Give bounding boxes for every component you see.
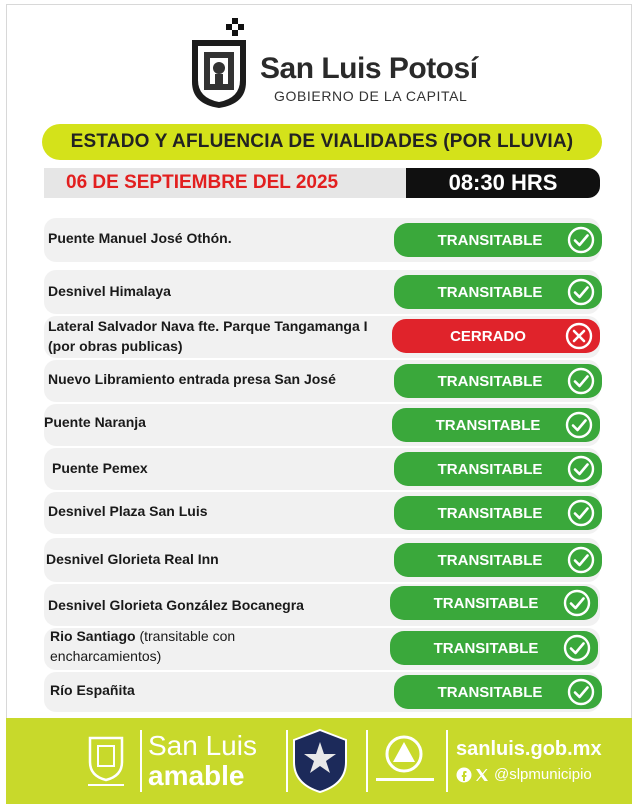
road-name: Lateral Salvador Nava fte. Parque Tangamanga I (por obras publicas) [48, 318, 368, 354]
road-name: Rio Santiago (transitable con encharcamientos) [50, 628, 236, 664]
status-badge: TRANSITABLE [394, 452, 602, 486]
website-link[interactable]: sanluis.gob.mx [456, 738, 602, 760]
road-note: (transitable con encharcamientos) [50, 628, 236, 664]
footer-separator [366, 730, 368, 792]
status-badge: TRANSITABLE [394, 675, 602, 709]
road-row [44, 270, 600, 314]
status-badge: TRANSITABLE [394, 364, 602, 398]
check-circle-icon [564, 275, 598, 309]
status-badge: TRANSITABLE [394, 543, 602, 577]
footer [6, 718, 632, 804]
x-twitter-icon [474, 767, 490, 783]
status-badge: TRANSITABLE [394, 223, 602, 257]
road-row [44, 448, 600, 490]
status-badge: TRANSITABLE [394, 275, 602, 309]
road-name: Desnivel Glorieta González Bocanegra [48, 597, 304, 613]
road-row [44, 584, 600, 626]
road-name: Río Españita [50, 682, 135, 698]
status-badge: CERRADO [392, 319, 600, 353]
footer-separator [446, 730, 448, 792]
check-circle-icon [564, 452, 598, 486]
slogan-top: San Luis [148, 730, 257, 761]
social-handle: @slpmunicipio [494, 766, 592, 783]
road-row [44, 492, 600, 534]
municipal-seal-icon [84, 732, 128, 790]
police-badge-icon [290, 728, 350, 794]
title-banner [42, 124, 602, 160]
road-name: Puente Pemex [52, 460, 148, 476]
status-badge: TRANSITABLE [390, 586, 598, 620]
report-time: 08:30 HRS [448, 170, 558, 195]
footer-separator [140, 730, 142, 792]
check-circle-icon [560, 586, 594, 620]
check-circle-icon [564, 496, 598, 530]
civil-protection-label-bar [376, 778, 434, 781]
road-name: Nuevo Libramiento entrada presa San José [48, 371, 336, 387]
road-name: Puente Manuel José Othón. [48, 230, 232, 246]
footer-separator [286, 730, 288, 792]
road-name: Desnivel Glorieta Real Inn [46, 551, 219, 567]
status-badge: TRANSITABLE [394, 496, 602, 530]
road-row [44, 316, 600, 358]
civil-protection-icon [384, 734, 424, 774]
city-crest-icon [188, 18, 250, 110]
facebook-icon [456, 767, 472, 783]
road-name: Desnivel Himalaya [48, 283, 171, 299]
date-box [44, 168, 406, 198]
check-circle-icon [564, 543, 598, 577]
brand-name: San Luis Potosí [260, 52, 478, 85]
road-row [44, 360, 600, 402]
check-circle-icon [562, 408, 596, 442]
road-row [44, 404, 600, 446]
road-row [44, 218, 600, 262]
slogan-bottom: amable [148, 760, 245, 791]
road-row [44, 672, 600, 712]
status-badge: TRANSITABLE [392, 408, 600, 442]
road-row [44, 538, 600, 582]
check-circle-icon [560, 631, 594, 665]
check-circle-icon [564, 364, 598, 398]
time-box [406, 168, 600, 198]
road-name: Desnivel Plaza San Luis [48, 503, 208, 519]
check-circle-icon [564, 223, 598, 257]
road-name: Puente Naranja [44, 414, 146, 430]
page-title: ESTADO Y AFLUENCIA DE VIALIDADES (POR LLUVIA) [70, 131, 574, 152]
header-logo [188, 18, 478, 110]
status-badge: TRANSITABLE [390, 631, 598, 665]
social-handle-group[interactable] [456, 766, 592, 783]
report-date: 06 DE SEPTIEMBRE DEL 2025 [66, 172, 339, 193]
brand-subtitle: GOBIERNO DE LA CAPITAL [274, 88, 468, 104]
check-circle-icon [564, 675, 598, 709]
x-circle-icon [562, 319, 596, 353]
road-row [44, 628, 600, 670]
